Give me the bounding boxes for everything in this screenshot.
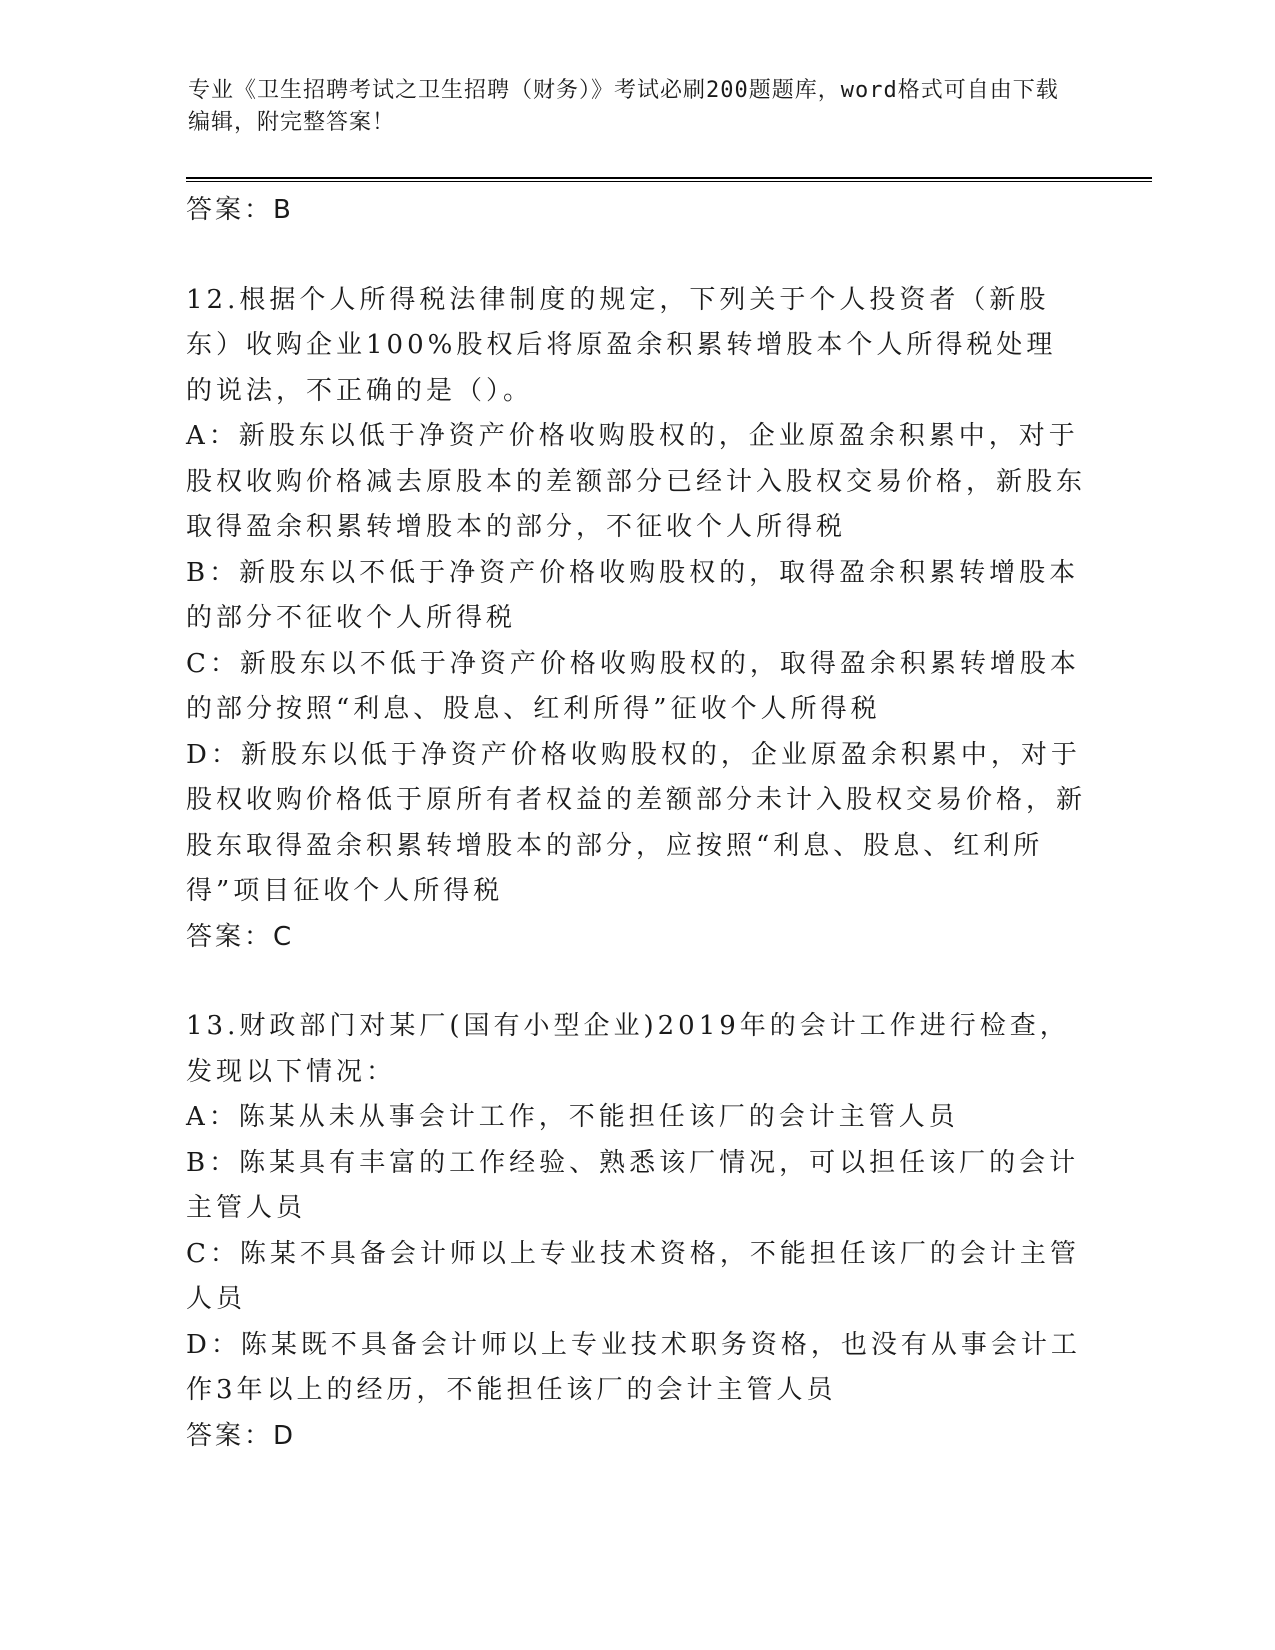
question-13-stem: 13.财政部门对某厂(国有小型企业)2019年的会计工作进行检查，发现以下情况：: [186, 1011, 1070, 1087]
question-12-option-b: B：新股东以不低于净资产价格收购股权的，取得盈余积累转增股本的部分不征收个人所得税: [186, 557, 1080, 633]
header-rule-secondary: [186, 181, 1152, 182]
question-13-answer: 答案：D: [186, 1420, 297, 1451]
question-13: [186, 1004, 1086, 1459]
document-body: [186, 188, 1086, 1459]
question-13-option-b: B：陈某具有丰富的工作经验、熟悉该厂情况，可以担任该厂的会计主管人员: [186, 1147, 1080, 1223]
spacer: [186, 960, 1086, 1004]
question-12: [186, 278, 1086, 961]
question-13-option-c: C：陈某不具备会计师以上专业技术资格，不能担任该厂的会计主管人员: [186, 1238, 1080, 1314]
question-12-option-d: D：新股东以低于净资产价格收购股权的，企业原盈余积累中，对于股权收购价格低于原所有者权益的差额部分未计入股权交易价格，新股东取得盈余积累转增股本的部分，应按照“利息、股息、红利所得”项目征收个人所得税: [186, 739, 1087, 906]
header-rule: [186, 177, 1152, 179]
question-12-option-a: A：新股东以低于净资产价格收购股权的，企业原盈余积累中，对于股权收购价格减去原股本的差额部分已经计入股权交易价格，新股东取得盈余积累转增股本的部分，不征收个人所得税: [186, 421, 1087, 542]
previous-answer: 答案：B: [186, 195, 294, 225]
question-12-stem: 12.根据个人所得税法律制度的规定，下列关于个人投资者（新股东）收购企业100%股权后将原盈余积累转增股本个人所得税处理的说法，不正确的是（）。: [186, 284, 1057, 406]
question-12-answer: 答案：C: [186, 921, 295, 952]
spacer: [186, 234, 1086, 278]
question-13-option-d: D：陈某既不具备会计师以上专业技术职务资格，也没有从事会计工作3年以上的经历，不能担任该厂的会计主管人员: [186, 1329, 1081, 1405]
question-12-option-c: C：新股东以不低于净资产价格收购股权的，取得盈余积累转增股本的部分按照“利息、股息、红利所得”征收个人所得税: [186, 648, 1080, 724]
page-header: 专业《卫生招聘考试之卫生招聘（财务）》考试必刷200题题库，word格式可自由下载编辑，附完整答案！: [188, 78, 1059, 135]
question-13-option-a: A：陈某从未从事会计工作，不能担任该厂的会计主管人员: [186, 1102, 959, 1132]
